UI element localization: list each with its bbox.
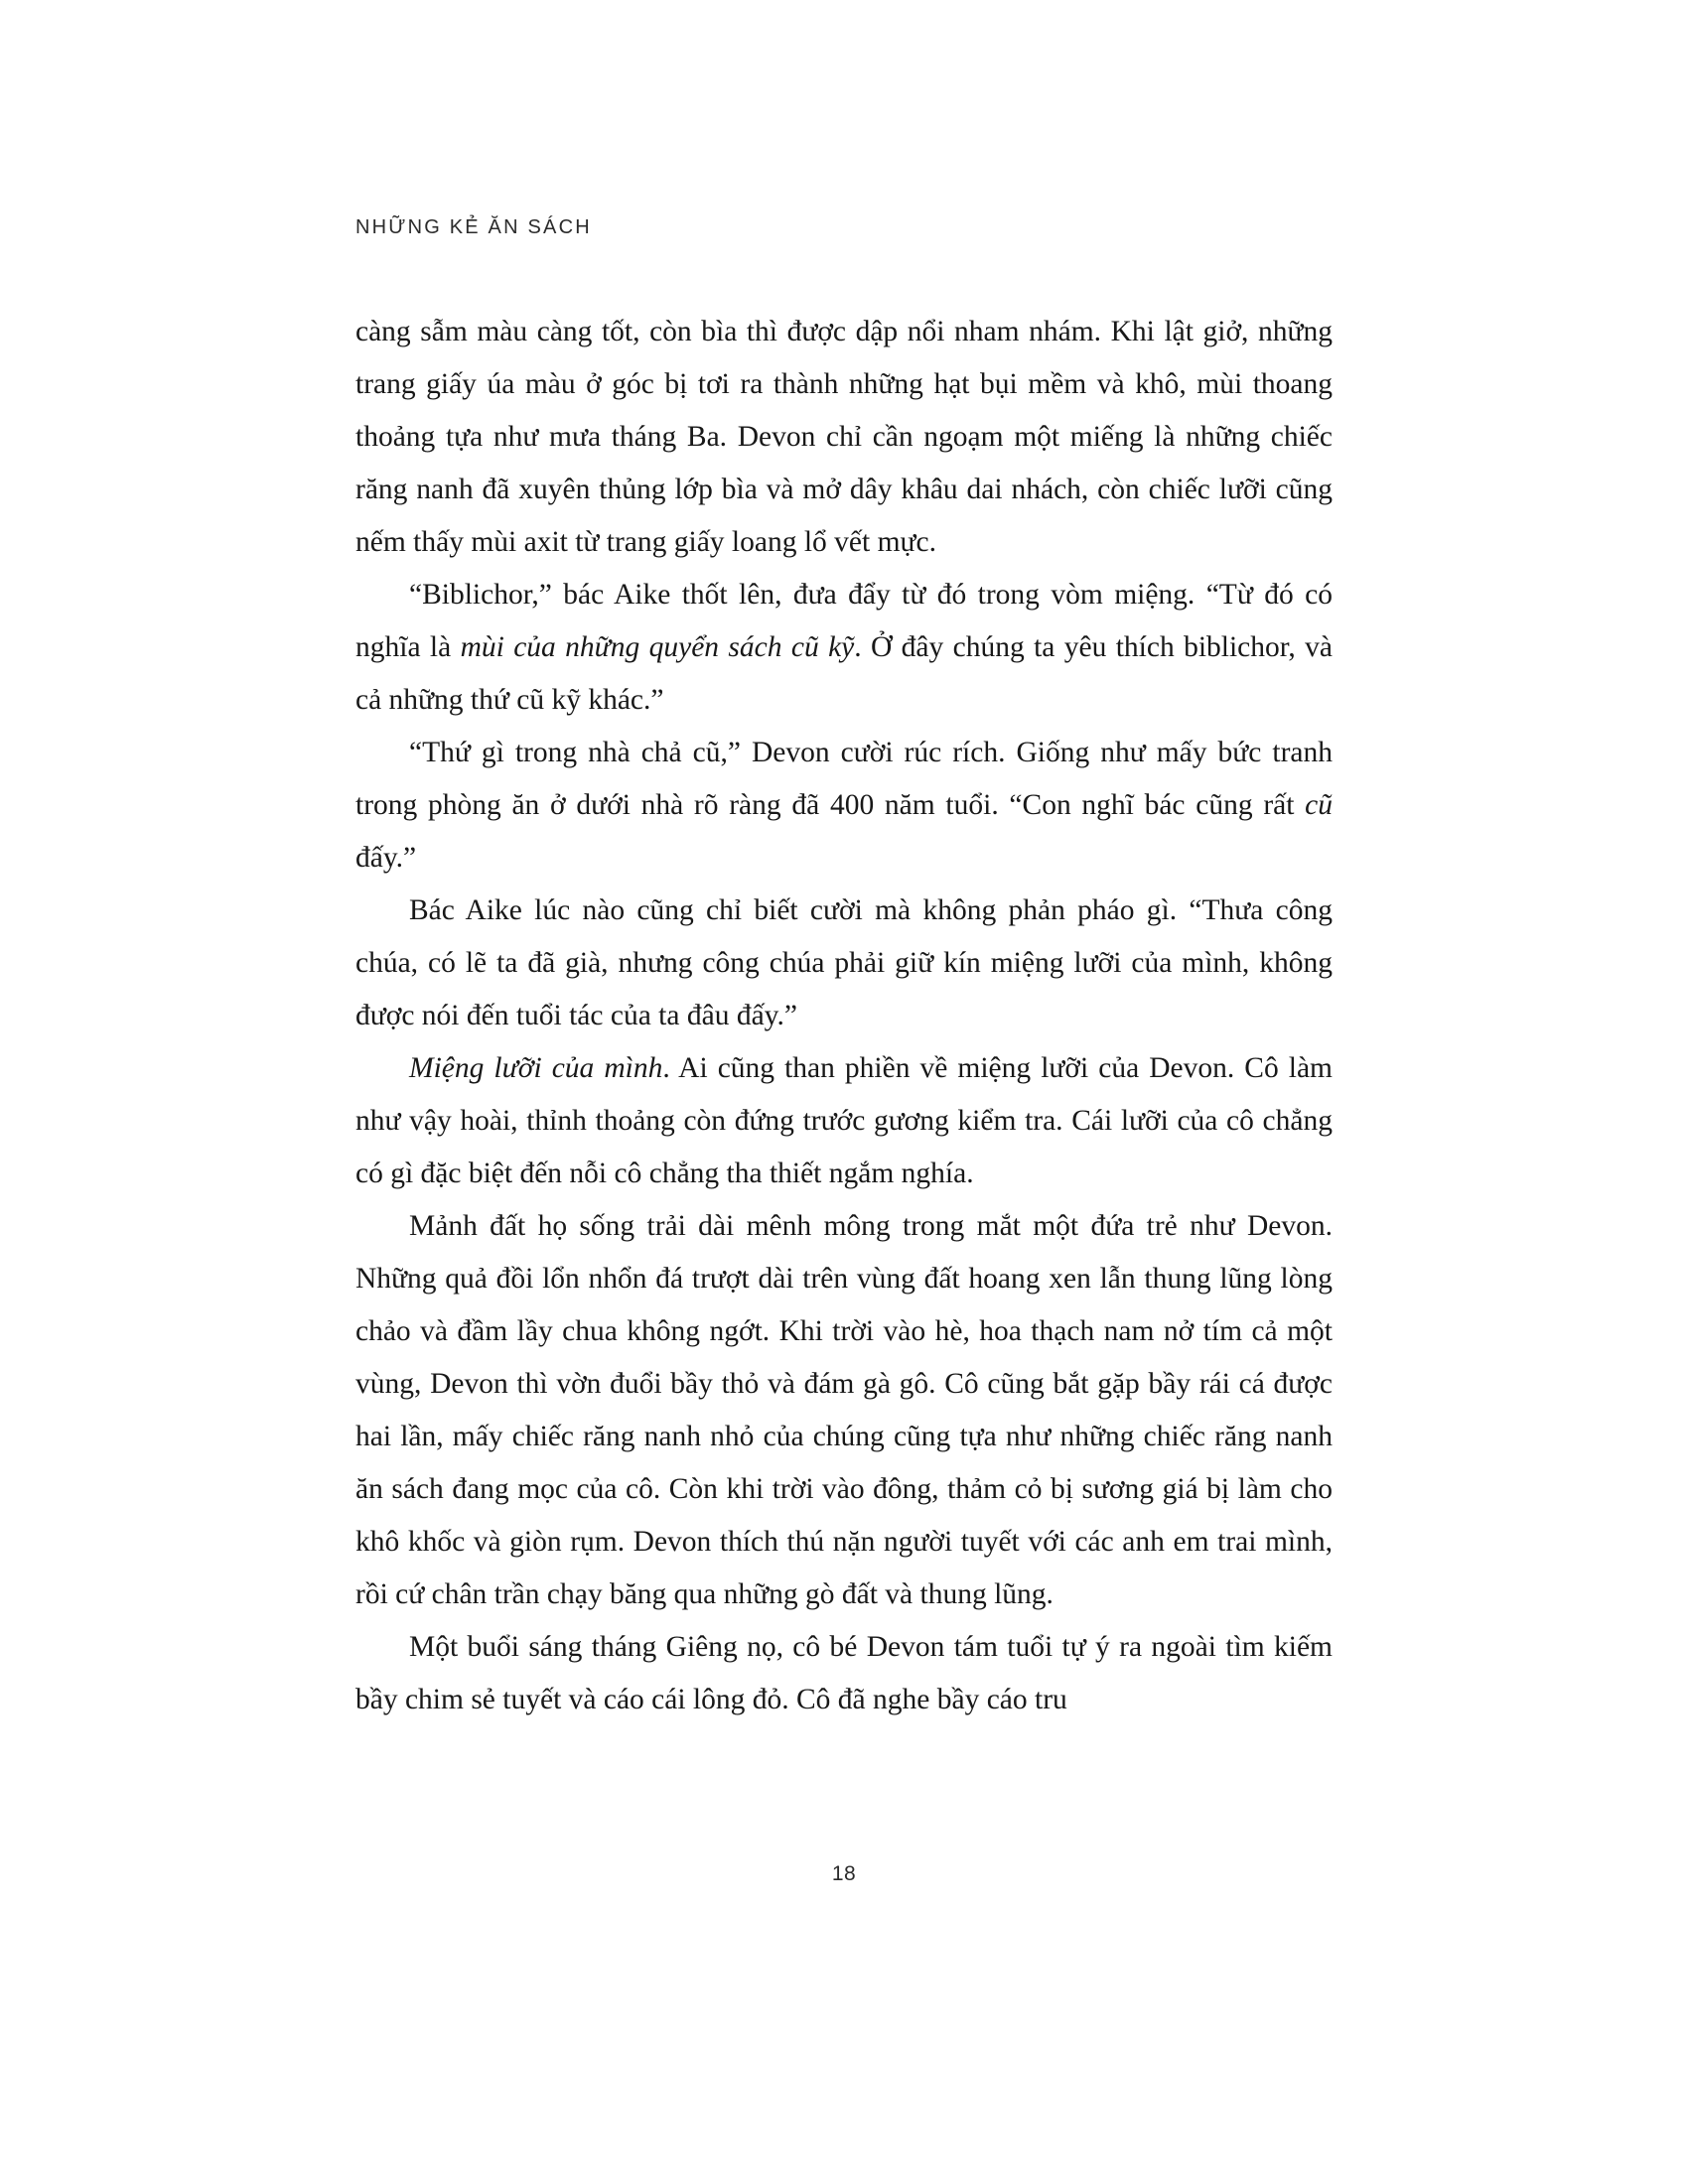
text-run: “Thứ gì trong nhà chả cũ,” Devon cười rúc rích. Giống như mấy bức tranh trong phòng ăn ở dưới nhà rõ ràng đã 400 năm tuổi. “Con nghĩ bác cũng rất: [355, 737, 1333, 821]
paragraph: [355, 885, 1333, 1042]
page-number: 18: [831, 1862, 857, 1885]
text-run: “Biblichor,” bác Aike thốt lên, đưa đẩy từ đó trong vòm miệng. “Từ đó có nghĩa là: [355, 579, 1333, 663]
paragraph: [355, 569, 1333, 727]
emphasis-text: cũ: [1305, 789, 1333, 821]
emphasis-text: Miệng lưỡi của mình: [409, 1052, 663, 1084]
paragraph: [355, 306, 1333, 569]
paragraph: [355, 727, 1333, 885]
text-run: . Ai cũng than phiền về miệng lưỡi của Devon. Cô làm như vậy hoài, thỉnh thoảng còn đứng trước gương kiểm tra. Cái lưỡi của cô chẳng có gì đặc biệt đến nỗi cô chẳng tha thiết ngắm nghía.: [355, 1052, 1333, 1189]
paragraph: [355, 1621, 1333, 1726]
emphasis-text: mùi của những quyển sách cũ kỹ: [460, 631, 855, 663]
text-run: Mảnh đất họ sống trải dài mênh mông trong mắt một đứa trẻ như Devon. Những quả đồi lổn nhổn đá trượt dài trên vùng đất hoang xen lẫn thung lũng lòng chảo và đầm lầy chua không ngớt. Khi trời vào hè, hoa thạch nam nở tím cả một vùng, Devon thì vờn đuổi bầy thỏ và đám gà gô. Cô cũng bắt gặp bầy rái cá được hai lần, mấy chiếc răng nanh nhỏ của chúng cũng tựa như những chiếc răng nanh ăn sách đang mọc của cô. Còn khi trời vào đông, thảm cỏ bị sương giá bị làm cho khô khốc và giòn rụm. Devon thích thú nặn người tuyết với các anh em trai mình, rồi cứ chân trần chạy băng qua những gò đất và thung lũng.: [355, 1210, 1333, 1610]
text-run: Bác Aike lúc nào cũng chỉ biết cười mà không phản pháo gì. “Thưa công chúa, có lẽ ta đã già, nhưng công chúa phải giữ kín miệng lưỡi của mình, không được nói đến tuổi tác của ta đâu đấy.”: [355, 894, 1333, 1031]
body-text-block: [355, 306, 1333, 1726]
running-head: NHỮNG KẺ ĂN SÁCH: [355, 216, 592, 238]
paragraph: [355, 1200, 1333, 1621]
text-run: càng sẫm màu càng tốt, còn bìa thì được dập nổi nham nhám. Khi lật giở, những trang giấy úa màu ở góc bị tơi ra thành những hạt bụi mềm và khô, mùi thoang thoảng tựa như mưa tháng Ba. Devon chỉ cần ngoạm một miếng là những chiếc răng nanh đã xuyên thủng lớp bìa và mở dây khâu dai nhách, còn chiếc lưỡi cũng nếm thấy mùi axit từ trang giấy loang lổ vết mực.: [355, 316, 1333, 558]
text-run: . Ở đây chúng ta yêu thích biblichor, và cả những thứ cũ kỹ khác.”: [355, 631, 1333, 716]
text-run: đấy.”: [355, 842, 417, 874]
paragraph: [355, 1042, 1333, 1200]
text-run: Một buổi sáng tháng Giêng nọ, cô bé Devon tám tuổi tự ý ra ngoài tìm kiếm bầy chim sẻ tuyết và cáo cái lông đỏ. Cô đã nghe bầy cáo tru: [355, 1631, 1333, 1715]
